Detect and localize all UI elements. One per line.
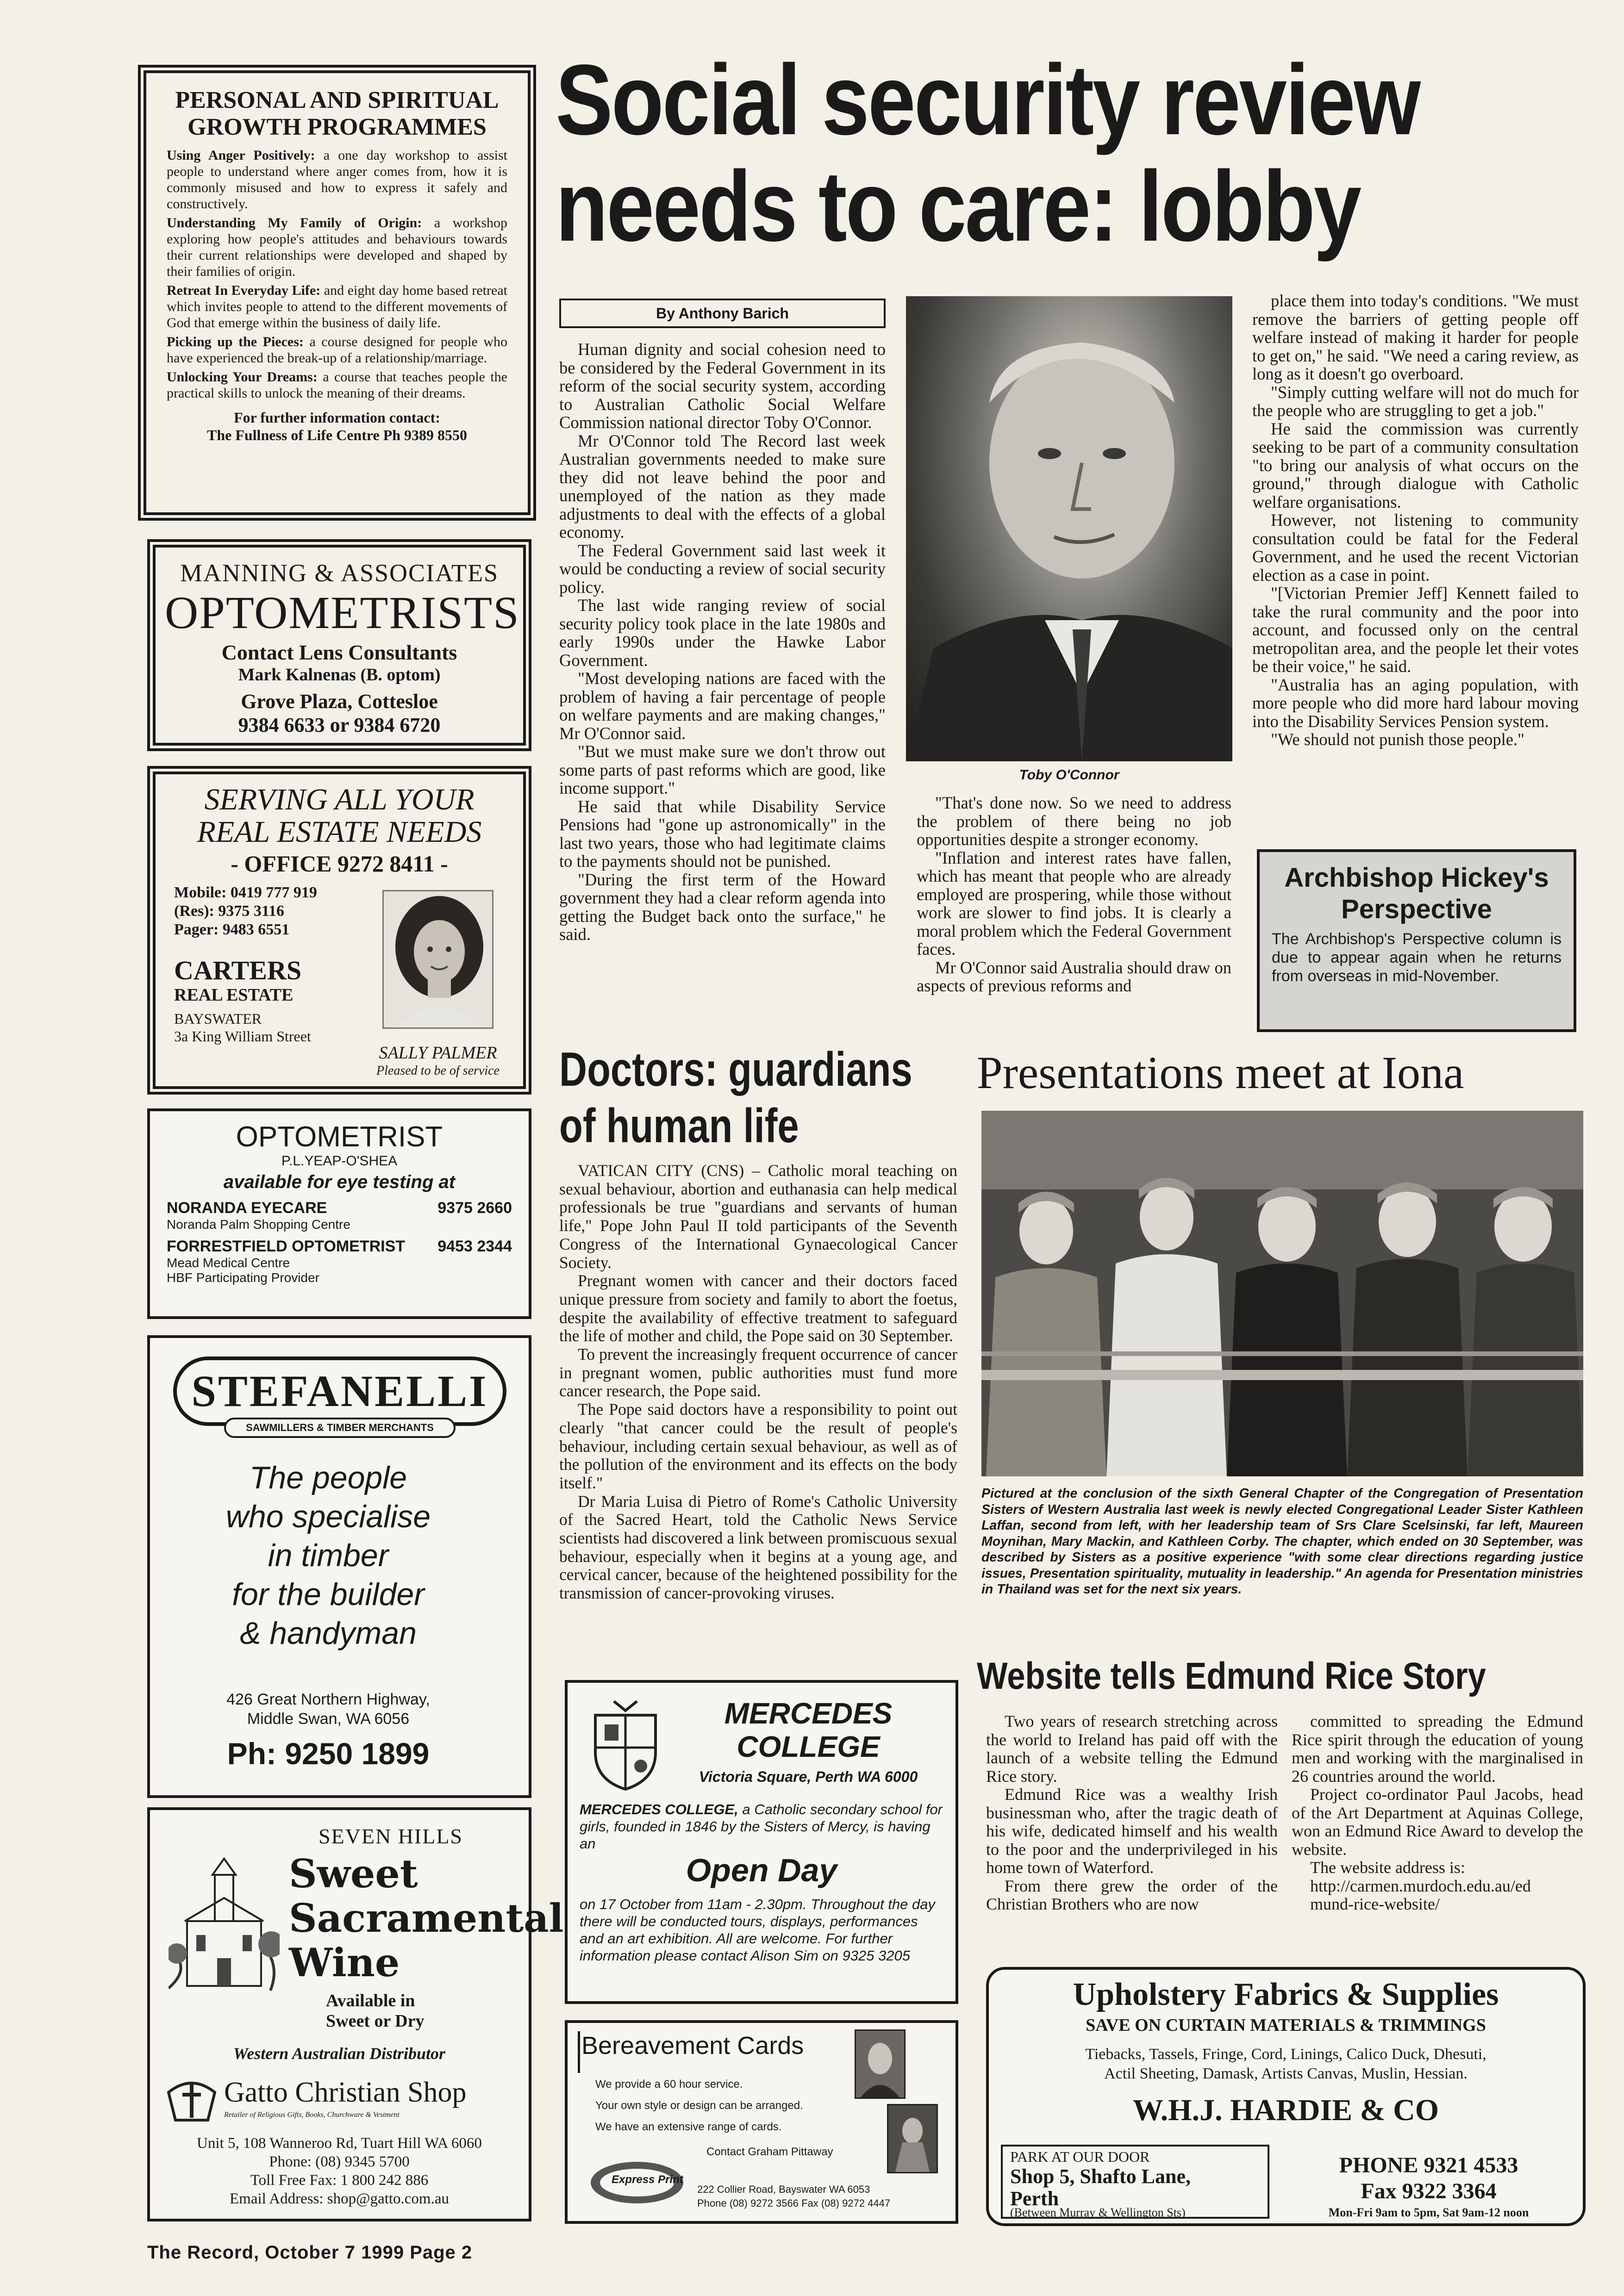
paragraph: VATICAN CITY (CNS) – Catholic moral teaching on sexual behaviour, abortion and euthanasia can help medical professionals be true "guardians and servants of human life," Pope John Paul II told participants of the Seventh Congress of the International Gynaecological Cancer Society. [559, 1161, 957, 1272]
edmund-url-line1[interactable]: http://carmen.murdoch.edu.au/ed [1310, 1876, 1531, 1895]
man-portrait-icon [906, 296, 1232, 761]
paragraph: However, not listening to community consultation could be fatal for the Federal Government, and he used the recent Victorian election as a case in point. [1252, 510, 1579, 585]
paragraph: "During the first term of the Howard government they had a clear reform agenda into getting the Budget back onto the surface," he said. [559, 870, 886, 944]
ad-carters-office: - OFFICE 9272 8411 - [231, 851, 448, 877]
ad-carters-brand: CARTERS [174, 955, 302, 985]
paragraph: "Simply cutting welfare will not do much for the people who are struggling to get a job." [1252, 382, 1579, 420]
list-item [167, 282, 507, 331]
mercedes-intro: MERCEDES COLLEGE, a Catholic secondary school for girls, founded in 1846 by the Sisters of Mercy, is having an [580, 1801, 943, 1852]
programme-name: Retreat In Everyday Life: [167, 283, 321, 298]
ad-bereavement-cards [565, 2020, 958, 2224]
ad-manning-line4: Mark Kalnenas (B. optom) [238, 665, 441, 684]
stefanelli-slogan [150, 1458, 506, 1653]
edmund-col2 [1292, 1712, 1583, 1914]
agent-portrait [382, 890, 493, 1029]
ad-yeap-title: OPTOMETRIST [236, 1121, 443, 1153]
upholstery-shop: Shop 5, Shafto Lane, Perth [1010, 2165, 1191, 2210]
ad-manning-line5: Grove Plaza, Cottesloe [241, 690, 438, 713]
ad-carters-real-estate [147, 766, 531, 1095]
paragraph: Two years of research stretching across the world to Ireland has paid off with the launch of a website telling the Edmund Rice story. [986, 1712, 1278, 1786]
archbishop-perspective-box [1257, 849, 1576, 1032]
paragraph: He said the commission was currently seeking to be part of a community consultation "to bring our analysis of what occurs on the ground," through dialogue with Catholic welfare organisations. [1252, 419, 1579, 511]
doctors-headline: Doctors: guardians of human life [559, 1043, 912, 1153]
bereavement-services: We provide a 60 hour service. Your own style or design can be arranged. We have an extensive range of cards. [595, 2078, 803, 2133]
page-footer: The Record, October 7 1999 Page 2 [147, 2242, 473, 2263]
programme-description: a course designed for people who have experienced the break-up of a relationship/marriage. [167, 334, 507, 366]
programme-name: Using Anger Positively: [167, 148, 315, 163]
programme-description: a workshop exploring how people's attitudes and behaviours towards their current relationships were developed and shaped by their families of origin. [167, 215, 507, 279]
express-print-logo-text: Express Print [612, 2173, 683, 2186]
mercedes-crest-icon [586, 1697, 665, 1794]
ad-mercedes-college [565, 1680, 958, 2004]
mercedes-detail: on 17 October from 11am - 2.30pm. Throughout the day there will be conducted tours, displays, performances and an art exhibition. All are welcome. For further information please contact Alison Sim on 9325 3205 [580, 1896, 935, 1964]
presentation-sisters-photo [981, 1111, 1583, 1476]
slogan-line: who specialise [225, 1499, 431, 1534]
jesus-portrait-icon [856, 2031, 904, 2097]
upholstery-title: Upholstery Fabrics & Supplies [1073, 1977, 1499, 2012]
bereavement-address: 222 Collier Road, Bayswater WA 6053 Phone (08) 9272 3566 Fax (08) 9272 4447 [697, 2184, 891, 2209]
gatto-shop-sub: Retailer of Religious Gifts, Books, Churchware & Vestment [224, 2111, 400, 2119]
ad-manning-name: MANNING & ASSOCIATES [180, 559, 499, 587]
ad-growth-programmes [138, 65, 536, 521]
edmund-url-line2[interactable]: mund-rice-website/ [1310, 1895, 1440, 1913]
ad-yeap-loc1b: Noranda Palm Shopping Centre [167, 1217, 350, 1232]
article-byline: By Anthony Barich [559, 299, 886, 328]
mercedes-location: Victoria Square, Perth WA 6000 [699, 1768, 918, 1785]
paragraph: Project co-ordinator Paul Jacobs, head of the Art Department at Aquinas College, won an Edmund Rice Award to develop the website. [1292, 1785, 1583, 1859]
stefanelli-brand: STEFANELLI [191, 1366, 488, 1416]
programme-description: a course that teaches people the practical skills to unlock the meaning of their dreams. [167, 369, 507, 401]
paragraph: Mr O'Connor said Australia should draw on aspects of previous reforms and [917, 958, 1231, 995]
saint-card-image [887, 2104, 938, 2173]
ad-carters-headline: SERVING ALL YOUR REAL ESTATE NEEDS [197, 783, 482, 849]
paragraph: Pregnant women with cancer and their doctors faced unique pressure from society and family to abort the foetus, despite the availability of effective treatment to safeguard the life of mother and child, the Pope said on 30 September. [559, 1271, 957, 1345]
gatto-contact: Unit 5, 108 Wanneroo Rd, Tuart Hill WA 6060 Phone: (08) 9345 5700 Toll Free Fax: 1 800 242 886 Email Address: shop@gatto.com.au [197, 2135, 482, 2207]
ad-yeap-optometrist [147, 1108, 531, 1319]
upholstery-between: (Between Murray & Wellington Sts) [1010, 2206, 1186, 2219]
ad-stefanelli [147, 1335, 531, 1798]
programme-name: Unlocking Your Dreams: [167, 369, 318, 385]
paragraph: The last wide ranging review of social security policy took place in the late 1980s and early 1990s under the Hawke Labor Government. [559, 596, 886, 670]
list-item [167, 215, 507, 280]
upholstery-list: Tiebacks, Tassels, Fringe, Cord, Linings, Calico Duck, Dhesuti, Actil Sheeting, Damask, Artists Canvas, Muslin, Hessian. [1085, 2046, 1487, 2082]
main-article-col3 [1252, 292, 1579, 749]
paragraph: Mr O'Connor told The Record last week Australian governments needed to make sure they did not leave behind the poor and unemployed of the nation as they made adjustments to deal with the effects of a global economy. [559, 431, 886, 541]
upholstery-hours: Mon-Fri 9am to 5pm, Sat 9am-12 noon [1328, 2206, 1529, 2219]
mercedes-open-day: Open Day [686, 1852, 837, 1888]
woman-portrait-icon [384, 891, 493, 1029]
paragraph: Human dignity and social cohesion need to be considered by the Federal Government in its reform of the social security system, according to Australian Catholic Social Welfare Commission national director Toby O'Connor. [559, 340, 886, 432]
ad-yeap-loc2c: HBF Participating Provider [167, 1270, 319, 1285]
list-item [167, 147, 507, 212]
ad-growth-contact: For further information contact: The Fullness of Life Centre Ph 9389 8550 [206, 409, 468, 443]
upholstery-sub: SAVE ON CURTAIN MATERIALS & TRIMMINGS [1086, 2016, 1486, 2035]
edmund-rice-headline: Website tells Edmund Rice Story [977, 1655, 1486, 1697]
stefanelli-sub: SAWMILLERS & TIMBER MERCHANTS [224, 1418, 456, 1438]
ad-yeap-loc2: FORRESTFIELD OPTOMETRIST 9453 2344 [167, 1238, 512, 1255]
upholstery-park: PARK AT OUR DOOR [1010, 2148, 1150, 2165]
ad-carters-street: 3a King William Street [174, 1028, 311, 1045]
archbishop-body: The Archbishop's Perspective column is due to appear again when he returns from overseas in mid-November. [1272, 930, 1562, 985]
ad-yeap-avail: available for eye testing at [223, 1172, 456, 1192]
paragraph: The website address is: [1310, 1858, 1465, 1877]
wine-name: Sweet Sacramental Wine [289, 1851, 564, 1985]
church-illustration-icon [169, 1856, 280, 1995]
gatto-logo-icon [164, 2074, 219, 2125]
bereavement-contact: Contact Graham Pittaway [706, 2146, 833, 2158]
photo-caption-toby: Toby O'Connor [1019, 767, 1119, 783]
paragraph: "Most developing nations are faced with the problem of having a fair percentage of people on welfare payments and are making changes," Mr O'Connor said. [559, 669, 886, 743]
paragraph: "[Victorian Premier Jeff] Kennett failed to take the rural community and the poor into account, and focussed only on the central metropolitan area, and the people let their votes be their voice," he said. [1252, 584, 1579, 676]
ad-yeap-name: P.L.YEAP-O'SHEA [281, 1153, 398, 1169]
ad-growth-title: PERSONAL AND SPIRITUAL GROWTH PROGRAMMES [175, 87, 499, 140]
programme-name: Understanding My Family of Origin: [167, 215, 422, 230]
ad-manning-optometrists [147, 539, 531, 751]
paragraph: The Federal Government said last week it would be conducting a review of social security policy. [559, 541, 886, 597]
ad-upholstery-fabrics [986, 1967, 1586, 2226]
upholstery-phones: PHONE 9321 4533 Fax 9322 3364 [1339, 2153, 1518, 2203]
main-headline: Social security review needs to care: lobby [556, 44, 1419, 262]
wine-seven-hills: SEVEN HILLS [318, 1824, 463, 1848]
slogan-line: & handyman [240, 1616, 417, 1651]
ad-carters-brand2: REAL ESTATE [174, 985, 294, 1005]
bereavement-bracket [578, 2031, 580, 2073]
archbishop-title: Archbishop Hickey's Perspective [1284, 863, 1549, 924]
list-item [167, 369, 507, 401]
paragraph: "But we must make sure we don't throw out some parts of past reforms which are good, like income support." [559, 742, 886, 797]
saint-portrait-icon [888, 2105, 937, 2172]
paragraph: The Pope said doctors have a responsibility to point out clearly "that cancer could be the result of people's behaviour, including certain sexual behaviour, as well as of the pollution of the environment and its effects on the body itself." [559, 1400, 957, 1492]
paragraph: "We should not punish those people." [1271, 730, 1524, 749]
edmund-col1 [986, 1712, 1278, 1914]
ad-yeap-loc1: NORANDA EYECARE 9375 2660 [167, 1199, 512, 1217]
wine-availability: Available in Sweet or Dry [326, 1991, 425, 2031]
paragraph: To prevent the increasingly frequent occurrence of cancer in pregnant women, public authorities must fund more cancer research, the Pope said. [559, 1345, 957, 1400]
ad-yeap-loc2b: Mead Medical Centre [167, 1256, 290, 1270]
ad-sacramental-wine [147, 1807, 564, 2221]
main-article-col2 [917, 794, 1231, 995]
slogan-line: for the builder [232, 1577, 425, 1612]
programme-name: Picking up the Pieces: [167, 334, 304, 349]
ad-manning-phones: 9384 6633 or 9384 6720 [238, 714, 441, 736]
ad-carters-agent-note: Pleased to be of service [376, 1064, 500, 1078]
wine-distributor: Western Australian Distributor [233, 2044, 446, 2063]
mercedes-title: MERCEDES COLLEGE [724, 1697, 893, 1763]
ad-manning-optometrists-title: OPTOMETRISTS [165, 587, 520, 638]
stefanelli-logo [173, 1356, 506, 1426]
ad-growth-list [167, 147, 507, 401]
ad-manning-line3: Contact Lens Consultants [221, 641, 457, 664]
paragraph: Edmund Rice was a wealthy Irish businessman who, after the tragic death of his wife, dedicated himself and his wealth to the poor and the underprivileged in his home town of Waterford. [986, 1785, 1278, 1877]
ad-carters-agent: SALLY PALMER [379, 1043, 497, 1063]
paragraph: place them into today's conditions. "We must remove the barriers of getting people off welfare instead of making it harder for people to get on," he said. "We need a caring review, as long as it doesn't go overboard. [1252, 291, 1579, 383]
ad-carters-suburb: BAYSWATER [174, 1010, 262, 1027]
jesus-card-image [855, 2029, 906, 2099]
programme-description: and eight day home based retreat which invites people to attend to the different movements of God that emerge within the business of daily life. [167, 283, 508, 330]
ad-carters-phones: Mobile: 0419 777 919 (Res): 9375 3116 Pager: 9483 6551 [174, 884, 317, 938]
programme-description: a one day workshop to assist people to understand where anger comes from, how it is commonly misused and how to express it safely and constructively. [167, 148, 507, 212]
paragraph: He said that while Disability Service Pensions had "gone up astronomically" in the last two years, those who had legitimate claims to the payments should not be punished. [559, 796, 886, 871]
group-of-five-women-icon [981, 1111, 1583, 1476]
list-item [167, 334, 507, 366]
upholstery-brand: W.H.J. HARDIE & CO [1132, 2093, 1439, 2127]
paragraph: "Australia has an aging population, with more people who did more hard labour moving into the Disability Services Pension system. [1252, 675, 1579, 731]
paragraph: "Inflation and interest rates have fallen, which has meant that people who are already employed are prospering, while those without work are slower to find jobs. It is clearly a moral problem which the Federal Government faces. [917, 848, 1231, 958]
paragraph: "That's done now. So we need to address the problem of there being no job opportunities despite a stronger economy. [917, 793, 1231, 849]
iona-photo-caption: Pictured at the conclusion of the sixth General Chapter of the Congregation of Presentation Sisters of Western Australia last week is newly elected Congregational Leader Sister Kathleen Laffan, second from left, with her leadership team of Srs Clare Scelsinski, far left, Maureen Moynihan, Mary Mackin, and Kathleen Corby. The chapter, which ended on 30 September, was described by Sisters as a positive experience "with some clear directions regarding justice issues, Presentation spirituality, mutuality in leadership." An agenda for Presentation ministries in Thailand was set for the next six years. [981, 1486, 1583, 1597]
iona-headline: Presentations meet at Iona [977, 1047, 1464, 1098]
bereavement-title: Bereavement Cards [581, 2032, 804, 2060]
toby-oconnor-photo [906, 296, 1232, 761]
gatto-shop-name: Gatto Christian Shop [224, 2077, 467, 2108]
stefanelli-address: 426 Great Northern Highway, Middle Swan, WA 6056 [226, 1691, 430, 1728]
stefanelli-phone: Ph: 9250 1899 [227, 1736, 430, 1771]
paragraph: From there grew the order of the Christian Brothers who are now [986, 1876, 1278, 1913]
paragraph: committed to spreading the Edmund Rice spirit through the education of young men and working with the marginalised in 26 countries around the world. [1292, 1712, 1583, 1786]
slogan-line: in timber [268, 1538, 389, 1573]
paragraph: Dr Maria Luisa di Pietro of Rome's Catholic University of the Sacred Heart, told the Catholic News Service scientists had discovered a link between promiscuous sexual behaviour, especially when it begins at a young age, and cervical cancer, because of the heightened possibility for the transmission of cancer-provoking viruses. [559, 1492, 957, 1603]
slogan-line: The people [249, 1460, 407, 1495]
main-article-col1 [559, 340, 886, 944]
doctors-article-body [559, 1162, 957, 1603]
